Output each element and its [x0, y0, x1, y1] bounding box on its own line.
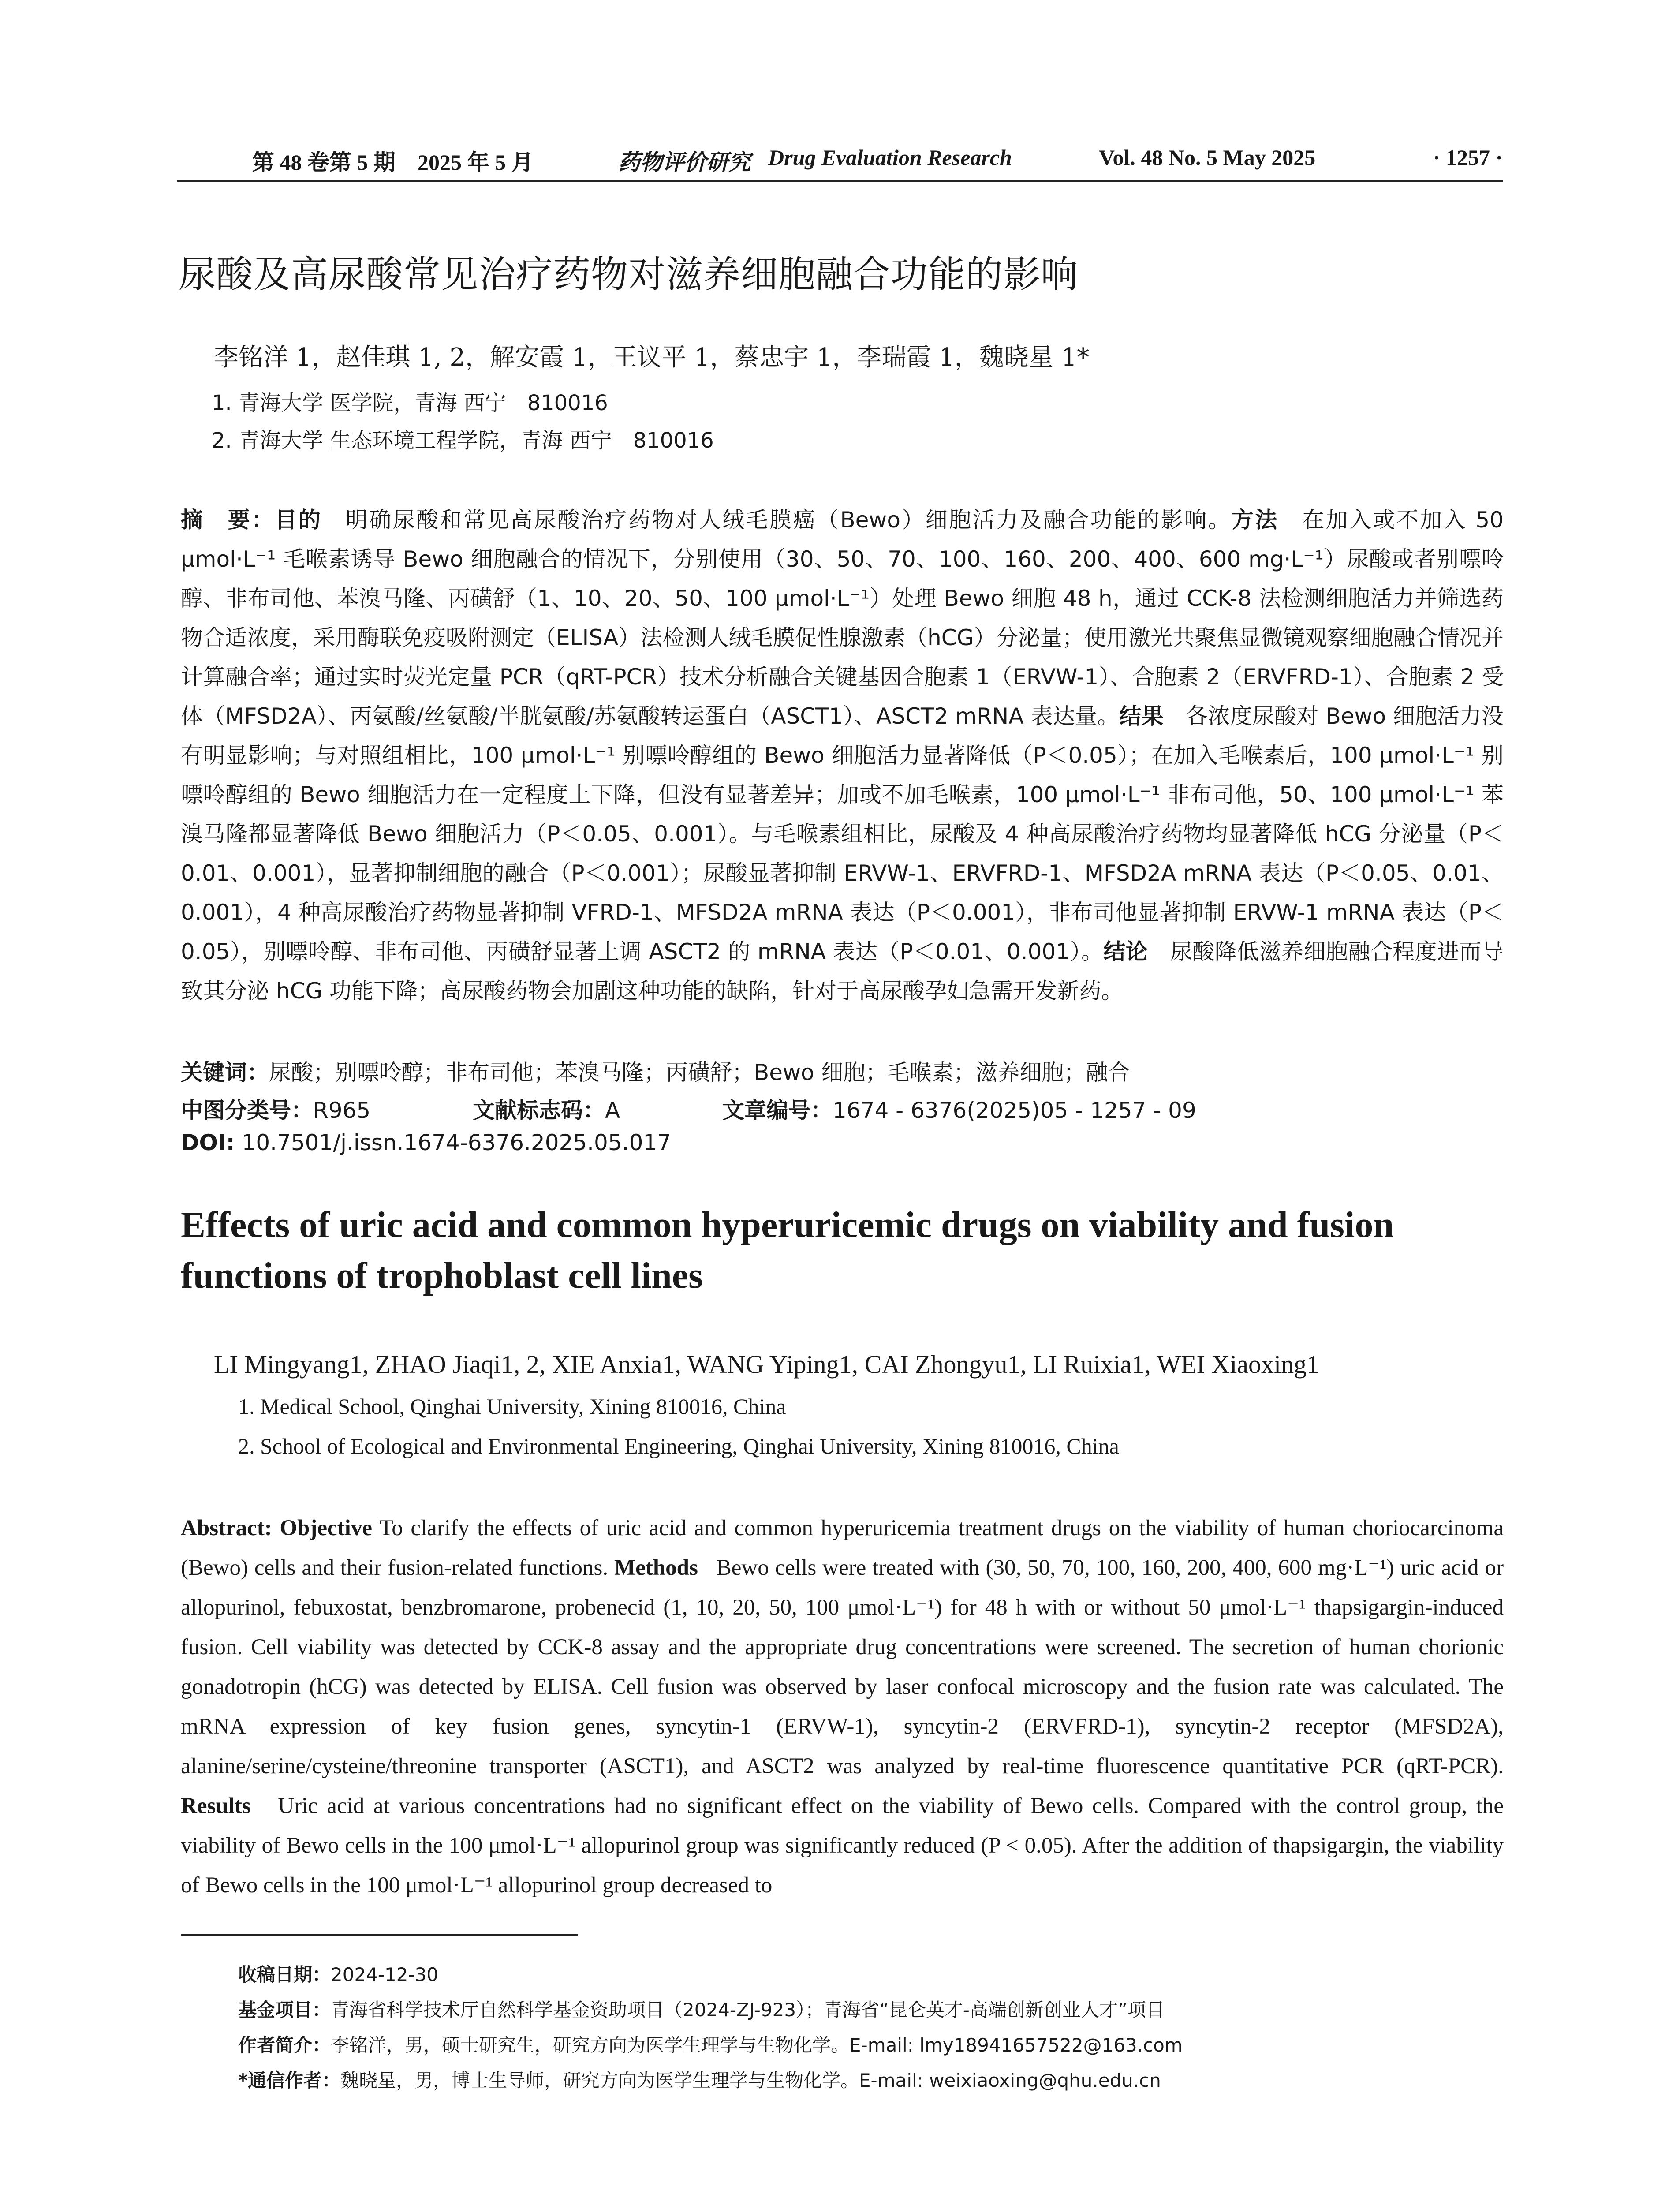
en-author-list: LI Mingyang1, ZHAO Jiaqi1, 2, XIE Anxia1, WANG Yiping1, CAI Zhongyu1, LI Ruixia1, WEI Xiaoxing1 — [214, 1350, 1320, 1379]
en-methods-text: Bewo cells were treated with (30, 50, 70, 100, 160, 200, 400, 600 mg·L⁻¹) uric acid or allopurinol, febuxostat, benzbromarone, probenecid (1, 10, 20, 50, 100 μmol·L⁻¹) for 48 h with or without 50 μmol·L⁻¹ thapsigargin-induced fusion. Cell viability was detected by CCK-8 assay and the appropriate drug concentrations were screened. The secretion of human chorionic gonadotropin (hCG) was detected by ELISA. Cell fusion was observed by laser confocal microscopy and the fusion rate was calculated. The mRNA expression of key fusion genes, syncytin-1 (ERVW-1), syncytin-2 (ERVFRD-1), syncytin-2 receptor (MFSD2A), alanine/serine/cysteine/threonine transporter (ASCT1), and ASCT2 was analyzed by real-time fluorescence quantitative PCR (qRT-PCR). — [181, 1555, 1504, 1779]
footnote-author — [238, 2031, 1183, 2057]
received-date: 2024-12-30 — [331, 1964, 439, 1985]
running-header — [177, 140, 1503, 182]
cn-classification — [181, 1093, 1196, 1125]
en-affiliation-1: 1. Medical School, Qinghai University, Xining 810016, China — [238, 1394, 786, 1419]
cn-results-label: 结果 — [1119, 703, 1164, 729]
cn-author-list: 李铭洋 1，赵佳琪 1, 2，解安霞 1，王议平 1，蔡忠宇 1，李瑞霞 1，魏晓星 1* — [214, 343, 1090, 372]
author-bio-label: 作者简介： — [238, 2034, 331, 2056]
cn-objective-text: 明确尿酸和常见高尿酸治疗药物对人绒毛膜癌（Bewo）细胞活力及融合功能的影响。 — [345, 507, 1232, 533]
cn-objective-label: 目的 — [275, 507, 322, 533]
doi-label: DOI: — [181, 1130, 235, 1155]
doccode-value: A — [605, 1098, 620, 1123]
cn-keywords-text: 尿酸；别嘌呤醇；非布司他；苯溴马隆；丙磺舒；Bewo 细胞；毛喉素；滋养细胞；融合 — [269, 1060, 1130, 1085]
cn-keywords — [181, 1055, 1130, 1087]
cn-methods-text: 在加入或不加入 50 μmol·L⁻¹ 毛喉素诱导 Bewo 细胞融合的情况下，分别使用（30、50、70、100、160、200、400、600 mg·L⁻¹）尿酸或者别嘌呤醇、非布司他、苯溴马隆、丙磺舒（1、10、20、50、100 μmol·L⁻¹）处理 Bewo 细胞 48 h，通过 CCK-8 法检测细胞活力并筛选药物合适浓度，采用酶联免疫吸附测定（ELISA）法检测人绒毛膜促性腺激素（hCG）分泌量；使用激光共聚焦显微镜观察细胞融合情况并计算融合率；通过实时荧光定量 PCR（qRT-PCR）技术分析融合关键基因合胞素 1（ERVW-1）、合胞素 2（ERVFRD-1）、合胞素 2 受体（MFSD2A）、丙氨酸/丝氨酸/半胱氨酸/苏氨酸转运蛋白（ASCT1）、ASCT2 mRNA 表达量。 — [181, 507, 1504, 729]
cn-affiliation-1: 1. 青海大学 医学院，青海 西宁 810016 — [212, 391, 608, 415]
cn-methods-label: 方法 — [1232, 507, 1279, 533]
cn-abstract — [181, 501, 1504, 1011]
header-issue: 第 48 卷第 5 期 2025 年 5 月 — [252, 150, 534, 175]
en-article-title: Effects of uric acid and common hyperuricemic drugs on viability and fusion functions of trophoblast cell lines — [181, 1204, 1394, 1296]
en-objective-text: To clarify the effects of uric acid and common hyperuricemia treatment drugs on the viability of human choriocarcinoma (Bewo) cells and their fusion-related functions. — [181, 1516, 1504, 1580]
header-volume: Vol. 48 No. 5 May 2025 — [1099, 145, 1316, 170]
cn-conclusion-label: 结论 — [1103, 939, 1148, 964]
clc-label: 中图分类号： — [181, 1098, 313, 1123]
footnote-corresponding — [238, 2066, 1161, 2093]
doi-line — [181, 1130, 671, 1155]
footnote-fund — [238, 1996, 1165, 2022]
article-no-value: 1674 - 6376(2025)05 - 1257 - 09 — [833, 1098, 1196, 1123]
corr-label: *通信作者： — [238, 2070, 340, 2091]
cn-results-text: 各浓度尿酸对 Bewo 细胞活力没有明显影响；与对照组相比，100 μmol·L⁻¹ 别嘌呤醇组的 Bewo 细胞活力显著降低（P＜0.05）；在加入毛喉素后，100 μmol·L⁻¹ 别嘌呤醇组的 Bewo 细胞活力在一定程度上下降，但没有显著差异；加或不加毛喉素，100 μmol·L⁻¹ 非布司他，50、100 μmol·L⁻¹ 苯溴马隆都显著降低 Bewo 细胞活力（P＜0.05、0.001）。与毛喉素组相比，尿酸及 4 种高尿酸治疗药物均显著降低 hCG 分泌量（P＜0.01、0.001），显著抑制细胞的融合（P＜0.001）；尿酸显著抑制 ERVW-1、ERVFRD-1、MFSD2A mRNA 表达（P＜0.05、0.01、0.001），4 种高尿酸治疗药物显著抑制 VFRD-1、MFSD2A mRNA 表达（P＜0.001），非布司他显著抑制 ERVW-1 mRNA 表达（P＜0.05），别嘌呤醇、非布司他、丙磺舒显著上调 ASCT2 的 mRNA 表达（P＜0.01、0.001）。 — [181, 703, 1504, 964]
doccode-label: 文献标志码： — [473, 1098, 605, 1123]
received-label: 收稿日期： — [238, 1964, 331, 1985]
author-bio-text: 李铭洋，男，硕士研究生，研究方向为医学生理学与生物化学。E-mail: lmy18941657522@163.com — [331, 2034, 1183, 2056]
footnote-divider — [181, 1934, 578, 1936]
doi-link[interactable]: 10.7501/j.issn.1674-6376.2025.05.017 — [242, 1130, 672, 1155]
cn-abstract-label: 摘 要： — [181, 507, 275, 533]
fund-label: 基金项目： — [238, 1999, 331, 2021]
cn-conclusion-text: 尿酸降低滋养细胞融合程度进而导致其分泌 hCG 功能下降；高尿酸药物会加剧这种功能的缺陷，针对于高尿酸孕妇急需开发新药。 — [181, 939, 1504, 1004]
fund-text: 青海省科学技术厅自然科学基金资助项目（2024-ZJ-923）；青海省“昆仑英才-高端创新创业人才”项目 — [331, 1999, 1165, 2021]
journal-logo: 药物评价研究 — [618, 149, 750, 175]
en-abstract — [181, 1508, 1504, 1905]
en-results-label: Results — [181, 1794, 251, 1818]
en-methods-label: Methods — [614, 1555, 698, 1580]
cn-keywords-label: 关键词： — [181, 1060, 269, 1085]
en-affiliation-2: 2. School of Ecological and Environmental Engineering, Qinghai University, Xining 810016, China — [238, 1434, 1119, 1458]
en-objective-label: Objective — [280, 1516, 372, 1540]
cn-affiliation-2: 2. 青海大学 生态环境工程学院，青海 西宁 810016 — [212, 428, 714, 453]
clc-value: R965 — [313, 1098, 371, 1123]
corr-text: 魏晓星，男，博士生导师，研究方向为医学生理学与生物化学。E-mail: weixiaoxing@qhu.edu.cn — [340, 2070, 1161, 2091]
en-abstract-label: Abstract: — [181, 1516, 272, 1540]
article-no-label: 文章编号： — [722, 1098, 833, 1123]
header-journal-name: Drug Evaluation Research — [768, 145, 1012, 170]
footnote-received — [238, 1960, 438, 1987]
en-results-text: Uric acid at various concentrations had no significant effect on the viability of Bewo cells. Compared with the control group, the viability of Bewo cells in the 100 μmol·L⁻¹ allopurinol group was significantly reduced (P < 0.05). After the addition of thapsigargin, the viability of Bewo cells in the 100 μmol·L⁻¹ allopurinol group decreased to — [181, 1794, 1504, 1898]
cn-article-title: 尿酸及高尿酸常见治疗药物对滋养细胞融合功能的影响 — [179, 253, 1079, 296]
header-page-number: · 1257 · — [1433, 145, 1503, 170]
